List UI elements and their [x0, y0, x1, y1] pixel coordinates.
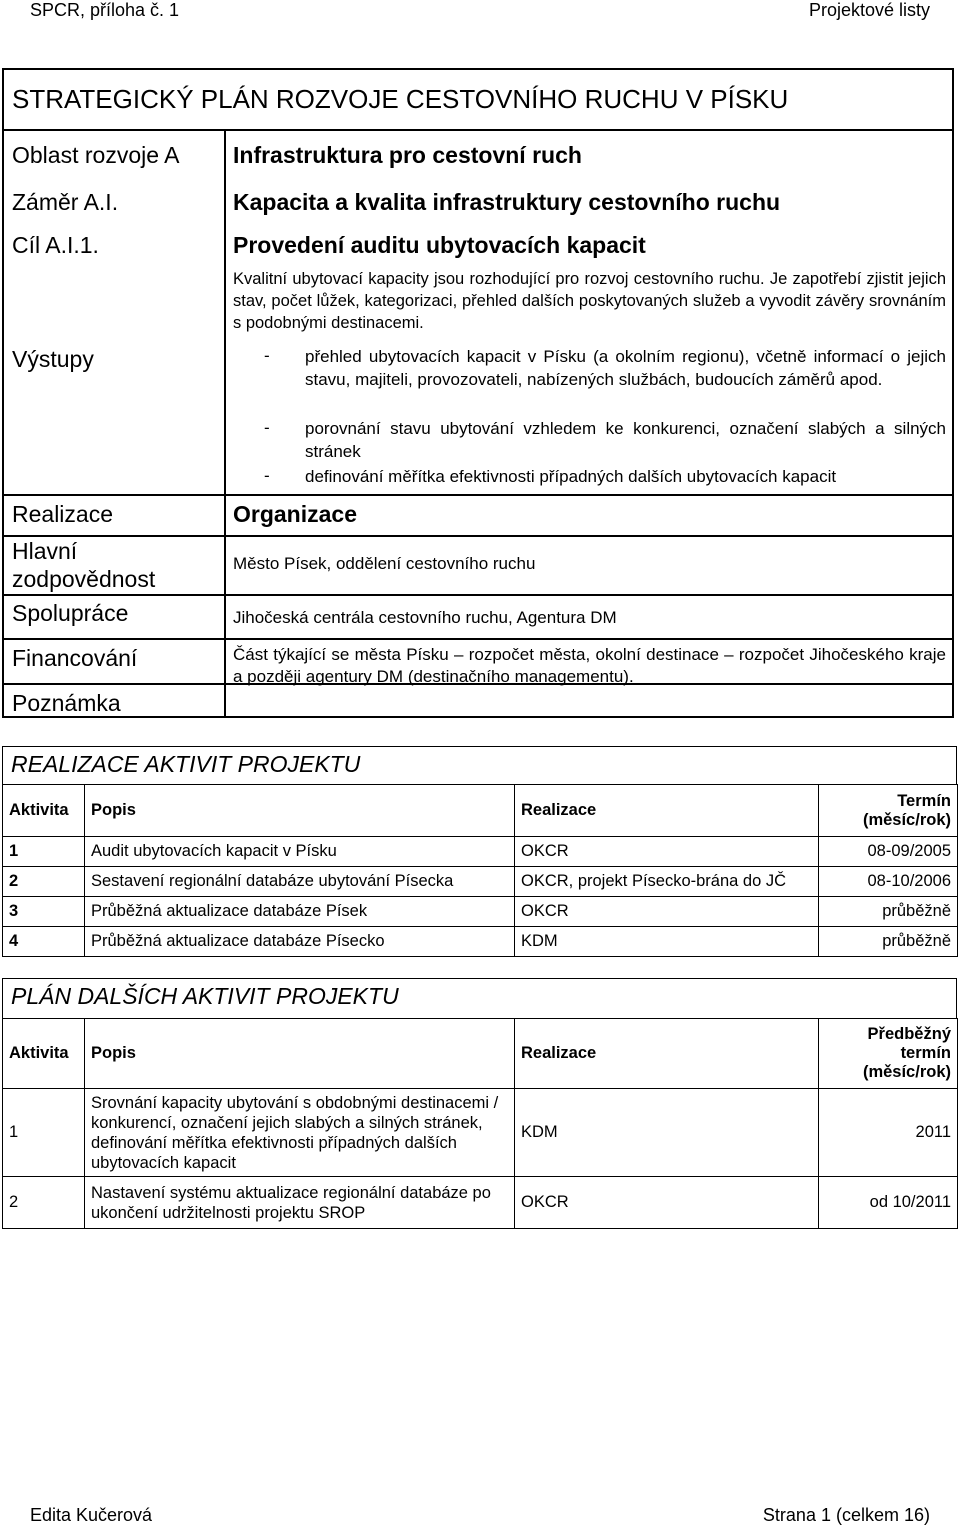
column-divider	[224, 129, 226, 716]
table-cell: Průběžná aktualizace databáze Písek	[85, 897, 515, 927]
table-cell: Srovnání kapacity ubytování s obdobnými destinacemi / konkurencí, označení jejich slabých a silných stránek, definování měřítka efektivnosti případných dalších ubytovacích kapacit	[85, 1089, 515, 1177]
table-cell: Nastavení systému aktualizace regionální databáze po ukončení udržitelnosti projektu SROP	[85, 1177, 515, 1229]
table-cell: 2	[3, 1177, 85, 1229]
zamer-label: Záměr A.I.	[12, 189, 119, 215]
realizace-aktivit-table	[2, 784, 958, 957]
divider	[4, 638, 952, 640]
col-header-termin	[819, 1019, 958, 1089]
footer-page-number: Strana 1 (celkem 16)	[762, 1505, 930, 1525]
realizace-label: Realizace	[12, 501, 113, 527]
footer-author: Edita Kučerová	[30, 1505, 153, 1525]
table-cell: 2011	[819, 1089, 958, 1177]
realizace-aktivit-title: REALIZACE AKTIVIT PROJEKTU	[2, 746, 957, 784]
table-cell: OKCR	[515, 897, 819, 927]
header-line: Předběžný	[867, 1025, 951, 1043]
hlavni-label-line-1: Hlavní	[12, 538, 78, 564]
table-cell: 3	[3, 897, 85, 927]
table-cell: Sestavení regionální databáze ubytování Písecka	[85, 867, 515, 897]
table-cell: průběžně	[819, 927, 958, 957]
col-header-aktivita: Aktivita	[3, 1019, 85, 1089]
financovani-label: Financování	[12, 645, 138, 671]
vystup-item-3: definování měřítka efektivnosti případných dalších ubytovacích kapacit	[305, 467, 837, 486]
oblast-label: Oblast rozvoje A	[12, 142, 180, 168]
col-header-popis: Popis	[85, 1019, 515, 1089]
header-line: (měsíc/rok)	[862, 1063, 951, 1081]
table-row	[3, 837, 958, 867]
bullet: -	[264, 418, 270, 437]
bullet: -	[264, 466, 270, 485]
hlavni-zodpovednost-label	[12, 537, 155, 593]
header-right: Projektové listy	[808, 0, 930, 20]
table-row	[3, 1177, 958, 1229]
table-cell: KDM	[515, 1089, 819, 1177]
table-row	[3, 927, 958, 957]
table-header-row	[3, 1019, 958, 1089]
table-cell: od 10/2011	[819, 1177, 958, 1229]
table-cell: 08-10/2006	[819, 867, 958, 897]
header-line: (měsíc/rok)	[862, 810, 951, 829]
divider	[4, 494, 952, 496]
financovani-value: Část týkající se města Písku – rozpočet města, okolní destinace – rozpočet Jihočeského kraje a později agentury DM (destinačního managementu).	[233, 645, 946, 686]
divider	[4, 594, 952, 596]
cil-description: Kvalitní ubytovací kapacity jsou rozhodující pro rozvoj cestovního ruchu. Je zapotřebí zjistit jejich stav, počet lůžek, kategorizaci, přehled dalších poskytovaných služeb a vyvodit závěry srovnáním s podobnými destinacemi.	[233, 270, 946, 332]
table-cell: KDM	[515, 927, 819, 957]
zamer-value: Kapacita a kvalita infrastruktury cestovního ruchu	[233, 189, 781, 215]
spoluprace-value: Jihočeská centrála cestovního ruchu, Agentura DM	[233, 608, 617, 627]
divider	[4, 683, 952, 685]
header-line: Termín	[897, 791, 951, 810]
table-header-row	[3, 785, 958, 837]
realizace-value: Organizace	[233, 501, 357, 527]
table-cell: OKCR	[515, 1177, 819, 1229]
plan-aktivit-title: PLÁN DALŠÍCH AKTIVIT PROJEKTU	[2, 978, 957, 1018]
table-cell: 4	[3, 927, 85, 957]
cil-label: Cíl A.I.1.	[12, 232, 99, 258]
vystupy-label: Výstupy	[12, 346, 94, 372]
vystup-item-2: porovnání stavu ubytování vzhledem ke konkurenci, označení slabých a silných stránek	[305, 419, 946, 461]
table-cell: 1	[3, 1089, 85, 1177]
oblast-value: Infrastruktura pro cestovní ruch	[233, 142, 582, 168]
table-cell: průběžně	[819, 897, 958, 927]
col-header-realizace: Realizace	[515, 1019, 819, 1089]
bullet: -	[264, 346, 270, 365]
plan-aktivit-table	[2, 1018, 958, 1229]
col-header-aktivita: Aktivita	[3, 785, 85, 837]
col-header-popis: Popis	[85, 785, 515, 837]
vystup-item-1: přehled ubytovacích kapacit v Písku (a okolním regionu), včetně informací o jejich stavu, majiteli, provozovateli, nabízených službách, budoucích záměrů apod.	[305, 347, 946, 389]
cil-value: Provedení auditu ubytovacích kapacit	[233, 232, 646, 258]
strategic-plan-box	[2, 68, 954, 718]
header-line: termín	[900, 1044, 951, 1062]
col-header-termin	[819, 785, 958, 837]
table-cell: OKCR, projekt Písecko-brána do JČ	[515, 867, 819, 897]
table-row	[3, 1089, 958, 1177]
table-row	[3, 897, 958, 927]
table-cell: OKCR	[515, 837, 819, 867]
table-cell: Průběžná aktualizace databáze Písecko	[85, 927, 515, 957]
spoluprace-label: Spolupráce	[12, 600, 129, 626]
divider	[4, 129, 952, 131]
hlavni-zodpovednost-value: Město Písek, oddělení cestovního ruchu	[233, 554, 536, 573]
table-cell: 2	[3, 867, 85, 897]
hlavni-label-line-2: zodpovědnost	[12, 566, 156, 592]
plan-title: STRATEGICKÝ PLÁN ROZVOJE CESTOVNÍHO RUCHU V PÍSKU	[12, 84, 789, 114]
header-left: SPCR, příloha č. 1	[30, 0, 180, 20]
table-cell: 08-09/2005	[819, 837, 958, 867]
poznamka-label: Poznámka	[12, 690, 121, 716]
table-row	[3, 867, 958, 897]
table-cell: 1	[3, 837, 85, 867]
col-header-realizace: Realizace	[515, 785, 819, 837]
table-cell: Audit ubytovacích kapacit v Písku	[85, 837, 515, 867]
